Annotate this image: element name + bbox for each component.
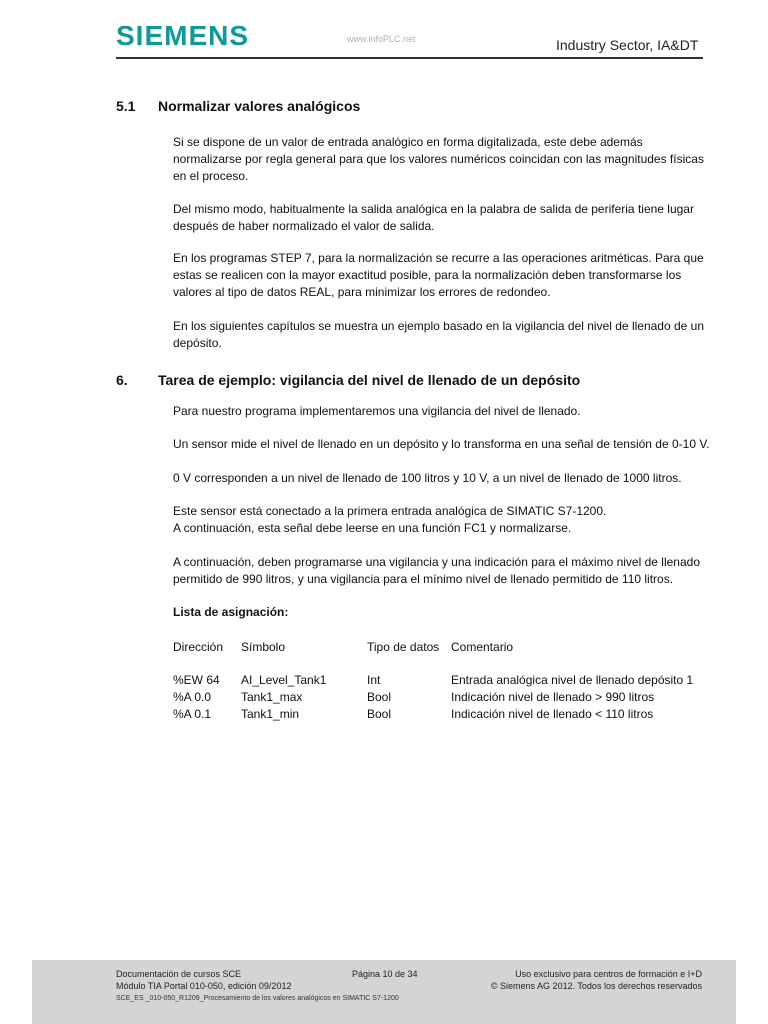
table-cell: Bool [367,690,392,704]
section-5-1-paragraph-4: En los siguientes capítulos se muestra un ejemplo basado en la vigilancia del nivel de llenado de un depósito. [173,319,705,350]
footer-page-number: Página 10 de 34 [352,969,418,979]
table-header-address: Dirección [173,640,224,654]
footer-course-doc: Documentación de cursos SCE [116,969,242,979]
section-6-paragraph-1: Para nuestro programa implementaremos una vigilancia del nivel de llenado. [173,404,581,418]
section-6-number: 6. [116,372,128,388]
section-6-paragraph-2a: Un sensor mide el nivel de llenado en un depósito y lo transforma en una señal de tensión de 0-10 V. [173,437,710,451]
section-5-1-paragraph-2: Del mismo modo, habitualmente la salida analógica en la palabra de salida de periferia tiene lugar después de haber normalizado el valor de salida. [173,202,694,233]
table-cell: Entrada analógica nivel de llenado depósito 1 [451,673,694,687]
section-6-paragraph-3b: A continuación, esta señal debe leerse en una función FC1 y normalizarse. [173,521,572,535]
assignment-list-title: Lista de asignación: [173,605,289,619]
footer-filename: SCE_ES _010-050_R1209_Procesamiento de los valores analógicos en SIMATIC S7-1200 [116,995,399,1002]
header-divider [116,57,703,59]
table-cell: AI_Level_Tank1 [241,673,327,687]
table-cell: %A 0.1 [173,707,212,721]
table-header-symbol: Símbolo [241,640,286,654]
header-sector: Industry Sector, IA&DT [556,37,699,53]
table-cell: Indicación nivel de llenado > 990 litros [451,690,655,704]
footer-copyright: © Siemens AG 2012. Todos los derechos reservados [490,981,702,991]
table-cell: Tank1_min [241,707,300,721]
footer-module: Módulo TIA Portal 010-050, edición 09/2012 [116,981,292,991]
section-5-1-paragraph-3: En los programas STEP 7, para la normalización se recurre a las operaciones aritméticas. Para que estas se realicen con la mayor exactitud posible, para la normalización deben transformarse los valores al tipo de datos REAL, para minimizar los errores de redondeo. [173,251,704,299]
siemens-logo: SIEMENS [116,20,250,51]
table-cell: Tank1_max [241,690,303,704]
section-6-title: Tarea de ejemplo: vigilancia del nivel de llenado de un depósito [158,372,581,388]
section-5-1-paragraph-1: Si se dispone de un valor de entrada analógico en forma digitalizada, este debe además normalizarse por regla general para que los valores numéricos coincidan con las magnitudes físicas en el proceso. [173,135,704,183]
table-cell: Indicación nivel de llenado < 110 litros [451,707,654,721]
section-5-1-number: 5.1 [116,98,136,114]
table-cell: %A 0.0 [173,690,212,704]
table-header-comment: Comentario [451,640,514,654]
section-5-1-title: Normalizar valores analógicos [158,98,361,114]
table-cell: Int [367,673,381,687]
table-cell: %EW 64 [173,673,220,687]
section-6-paragraph-3a: Este sensor está conectado a la primera entrada analógica de SIMATIC S7-1200. [173,504,607,518]
footer-usage: Uso exclusivo para centros de formación e I+D [515,969,702,979]
section-6-paragraph-2b: 0 V corresponden a un nivel de llenado de 100 litros y 10 V, a un nivel de llenado de 1000 litros. [173,471,682,485]
table-header-datatype: Tipo de datos [367,640,440,654]
table-cell: Bool [367,707,392,721]
watermark-text: www.infoPLC.net [347,34,416,44]
section-6-paragraph-4: A continuación, deben programarse una vigilancia y una indicación para el máximo nivel de llenado permitido de 990 litros, y una vigilancia para el mínimo nivel de llenado permitido de 110 litros. [173,555,700,586]
